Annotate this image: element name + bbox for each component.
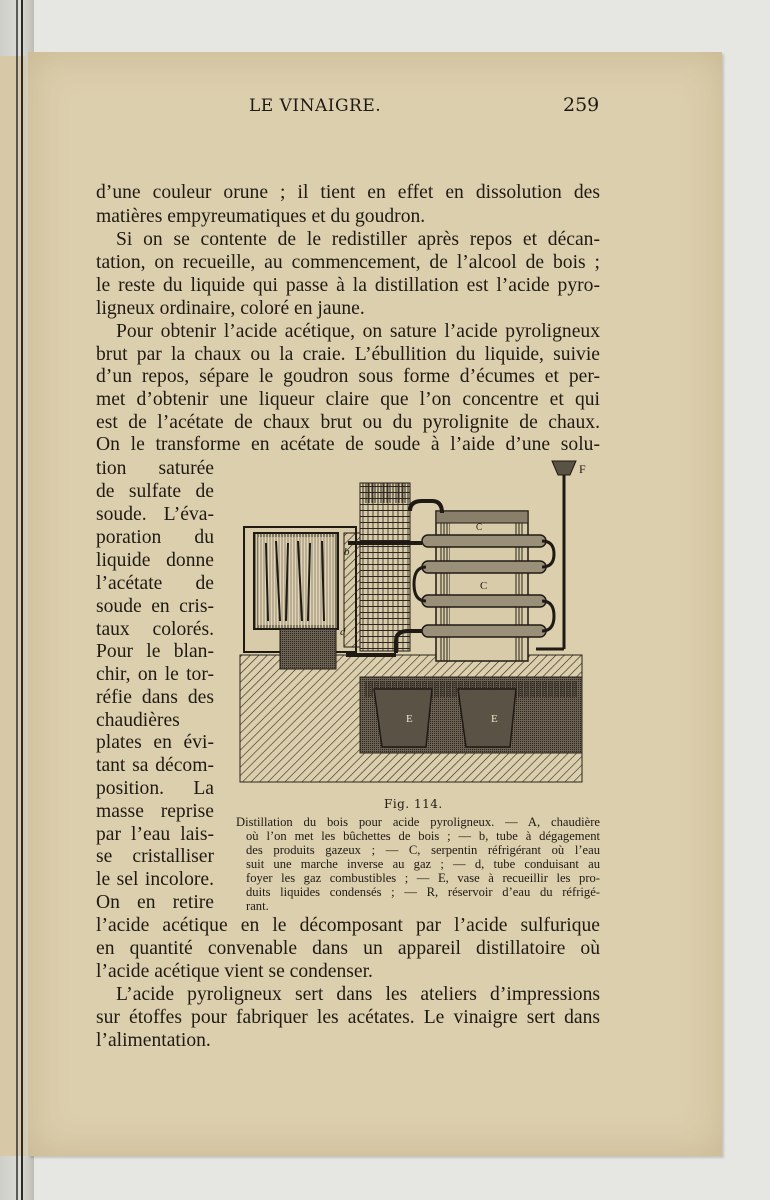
text-line: poration du [96,527,214,548]
text-line: par l’eau lais- [96,824,214,845]
text-line: soude. L’éva- [96,504,214,525]
text-line: L’acide pyroligneux sert dans les ateliers d’impressions [116,984,600,1005]
text-line: sur étoffes pour fabriquer les acétates. Le vinaigre sert dans [96,1007,600,1028]
text-line: de sulfate de [96,481,214,502]
figure-letter: E [406,713,413,725]
figure-caption-line: où l’on met les bûchettes de bois ; — b, tube à dégagement [246,829,600,843]
text-line: est de l’acétate de chaux brut ou du pyrolignite de chaux. [96,412,600,433]
text-line: On en retire [96,892,214,913]
text-line: chir, on le tor- [96,664,214,685]
text-line: chaudières [96,710,180,731]
text-line: position. La [96,778,214,799]
text-line: réfie dans des [96,687,214,708]
text-line: tion saturée [96,458,214,479]
text-line: On le transforme en acétate de soude à l’aide d’une solu- [96,434,600,455]
figure-caption-line: Distillation du bois pour acide pyroligneux. — A, chaudière [236,815,600,829]
page-number: 259 [563,94,600,116]
text-line: l’acide acétique en le décomposant par l’acide sulfurique [96,915,600,936]
distillation-apparatus-illustration [236,457,588,785]
figure-letter: C [476,522,483,532]
text-line: d’un repos, sépare le goudron sous forme d’écumes et per- [96,366,600,387]
text-line: l’alimentation. [96,1030,211,1051]
text-line: se cristalliser [96,846,214,867]
text-line: met d’obtenir une liqueur claire que l’on concentre et qui [96,389,600,410]
figure-label: Fig. 114. [384,797,443,811]
figure-letter: d [340,626,346,638]
text-line: l’acide acétique vient se condenser. [96,961,373,982]
text-line: l’acétate de [96,573,214,594]
text-line: Pour obtenir l’acide acétique, on sature l’acide pyroligneux [116,321,600,342]
vessel-e-left [374,689,432,747]
spine-line [21,0,23,1200]
figure-caption-line: des produits gazeux ; — C, serpentin réfrigérant où l’eau [246,843,600,857]
brick-chimney [360,483,410,651]
condenser-tube [422,535,546,547]
figure-letter: C [480,580,488,592]
figure-caption-line: foyer les gaz combustibles ; — E, vase à recueillir les pro- [246,871,600,885]
text-line: en quantité convenable dans un appareil distillatoire où [96,938,600,959]
text-line: taux colorés. [96,619,214,640]
figure-caption-line: suit une marche inverse au gaz ; — d, tube conduisant au [246,857,600,871]
gutter-line [16,0,18,1200]
text-line: le reste du liquide qui passe à la distillation est l’acide pyro- [96,275,600,296]
figure-letter: E [491,713,498,725]
condenser-tube [422,561,546,573]
text-line: soude en cris- [96,596,214,617]
text-line: Si on se contente de le redistiller après repos et décan- [116,229,600,250]
condenser-tube [422,595,546,607]
firebox [280,629,336,669]
text-line: Pour le blan- [96,641,214,662]
figure-caption-line: rant. [246,899,269,913]
text-line: tation, on recueille, au commencement, de l’alcool de bois ; [96,252,600,273]
text-line: masse reprise [96,801,214,822]
text-line: plates en évi- [96,732,214,753]
text-line: d’une couleur orune ; il tient en effet en dissolution des [96,182,600,203]
figure-caption-line: duits liquides condensés ; — R, réservoir d’eau du réfrigé- [246,885,600,899]
text-line: tant sa décom- [96,755,214,776]
text-line: liquide donne [96,550,214,571]
text-line: le sel incolore. [96,869,214,890]
text-line: matières empyreumatiques et du goudron. [96,206,426,227]
figure-letter: F [579,462,586,476]
figure-letter: b [344,546,350,558]
water-reservoir-funnel [552,461,576,475]
text-line: ligneux ordinaire, coloré en jaune. [96,298,365,319]
running-title: LE VINAIGRE. [249,96,382,116]
condenser-tube [422,625,546,637]
vessel-e-right [458,689,516,747]
text-line: brut par la chaux ou la craie. L’ébullition du liquide, suivie [96,344,600,365]
